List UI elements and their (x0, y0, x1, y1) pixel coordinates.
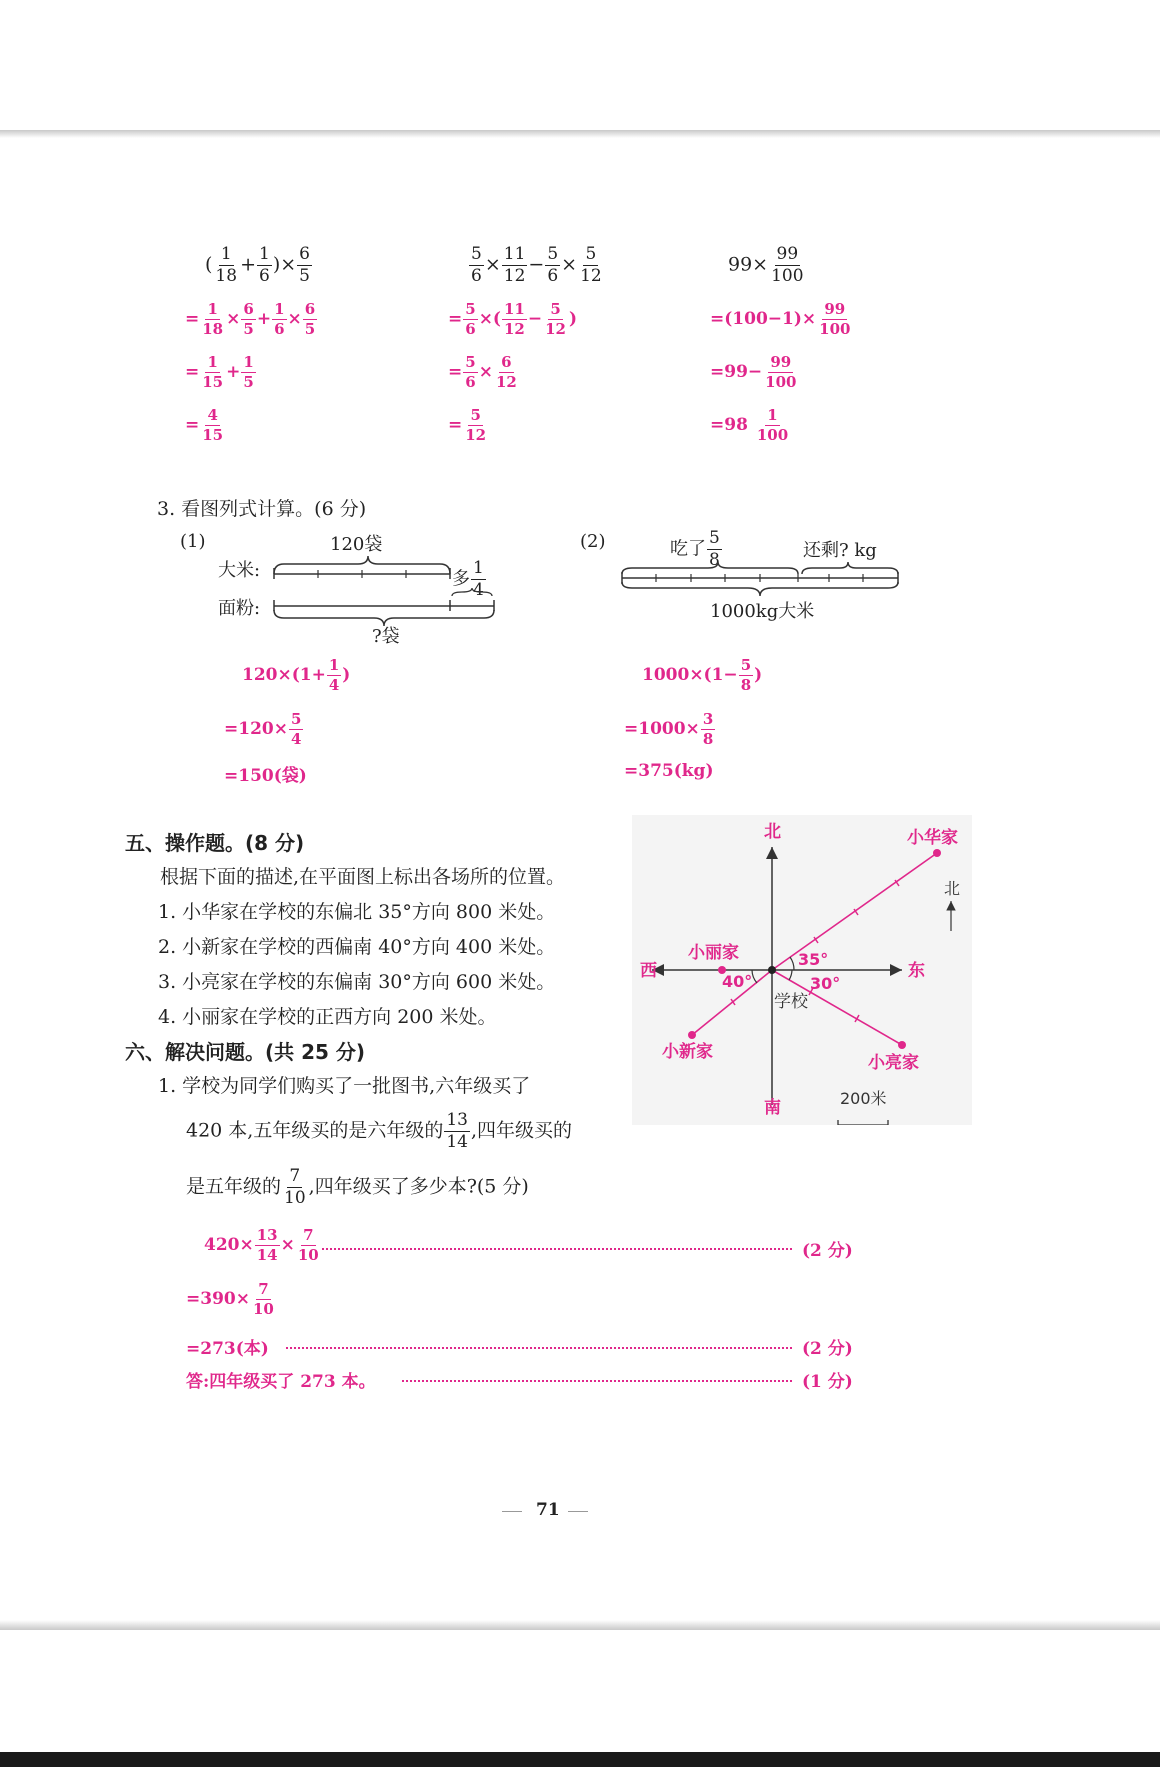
diagram1-more-label: 多 $\frac{1}{4}$ (452, 558, 484, 600)
scale-label: 200米 (840, 1089, 887, 1108)
q3-part2-answer3: =375(kg) (624, 761, 714, 781)
page-number-dash-left (502, 1511, 522, 1512)
calc1-step1: = $\frac{1}{18}$ × $\frac{6}{5}$ + $\frac{1}{6}$ × $\frac{6}{5}$ (185, 300, 316, 338)
calc2-expression: $\frac{5}{6}$ × $\frac{11}{12}$ − $\frac{5}{6}$ × $\frac{5}{12}$ (471, 244, 602, 286)
direction-map (632, 815, 972, 1125)
calc2-step2: = $\frac{5}{6}$ × $\frac{6}{12}$ (448, 353, 517, 391)
diagram1-flour-label: 面粉: (218, 598, 261, 619)
section6-answer-step2: =390× $\frac{7}{10}$ (186, 1280, 274, 1318)
section5-item-2: 2. 小新家在学校的西偏南 40°方向 400 米处。 (158, 936, 556, 958)
bottom-bar (0, 1752, 1160, 1767)
calc3-expression: 99× $\frac{99}{100}$ (728, 244, 804, 286)
flour-bottom-brace (274, 610, 494, 626)
section6-heading: 六、解决问题。(共 25 分) (125, 1040, 366, 1064)
q3-part1-answer3: =150(袋) (224, 766, 307, 786)
page-number: 71 (536, 1500, 560, 1520)
calc3-step1: =(100−1)× $\frac{99}{100}$ (710, 300, 851, 338)
section6-answer-step1: 420× $\frac{13}{14}$ × $\frac{7}{10}$ (204, 1226, 319, 1264)
xiaohua-label: 小华家 (907, 828, 958, 848)
diagram1-rice-label: 大米: (218, 560, 261, 581)
dotted-leader-1 (322, 1248, 792, 1250)
xiaoxin-label: 小新家 (662, 1042, 713, 1062)
q3-part1-label: (1) (180, 531, 206, 552)
dotted-leader-2 (286, 1347, 792, 1349)
top-margin (0, 0, 1160, 132)
section6-q1-line2: 420 本,五年级买的是六年级的 $\frac{13}{14}$ ,四年级买的 (186, 1110, 573, 1152)
section6-answer-step3: =273(本) (186, 1339, 269, 1359)
section6-q1-line1: 1. 学校为同学们购买了一批图书,六年级买了 (158, 1075, 531, 1097)
page-number-dash-right (568, 1511, 588, 1512)
north-label: 北 (764, 822, 781, 842)
page-top-edge (0, 130, 1160, 138)
diagram2-total-label: 1000kg大米 (710, 601, 815, 622)
dotted-leader-3 (402, 1380, 792, 1382)
xiaoxin-point (688, 1031, 696, 1039)
page-bottom-edge (0, 1620, 1160, 1630)
diagram2-bar (618, 560, 903, 600)
section6-q1-line3: 是五年级的 $\frac{7}{10}$ ,四年级买了多少本?(5 分) (186, 1166, 529, 1208)
angle-35-label: 35° (798, 950, 829, 969)
section5-item-3: 3. 小亮家在学校的东偏南 30°方向 600 米处。 (158, 971, 556, 993)
q3-part2-label: (2) (580, 531, 606, 552)
angle-40-label: 40° (722, 972, 753, 991)
section5-item-1: 1. 小华家在学校的东偏北 35°方向 800 米处。 (158, 901, 556, 923)
xiaoli-label: 小丽家 (688, 943, 739, 963)
bottom-margin (0, 1630, 1160, 1752)
school-label: 学校 (774, 992, 808, 1012)
q3-part1-answer2: =120× $\frac{5}{4}$ (224, 710, 302, 748)
calc3-step3: =98 $\frac{1}{100}$ (710, 406, 789, 444)
calc1-expression: ( $\frac{1}{18}$ + $\frac{1}{6}$ )× $\frac{6}{5}$ (205, 244, 310, 286)
calc3-step2: =99− $\frac{99}{100}$ (710, 353, 797, 391)
xiaohua-point (933, 849, 941, 857)
xiaoliang-point (898, 1041, 906, 1049)
section5-heading: 五、操作题。(8 分) (125, 831, 305, 855)
section5-intro: 根据下面的描述,在平面图上标出各场所的位置。 (160, 866, 566, 888)
q3-part1-answer1: 120×(1+ $\frac{1}{4}$ ) (242, 656, 351, 694)
xiaoliang-label: 小亮家 (868, 1053, 919, 1073)
score-step1: (2 分) (802, 1241, 853, 1261)
school-point (768, 966, 776, 974)
section5-item-4: 4. 小丽家在学校的正西方向 200 米处。 (158, 1006, 497, 1028)
q3-part2-answer1: 1000×(1− $\frac{5}{8}$ ) (642, 656, 763, 694)
west-label: 西 (640, 961, 657, 981)
score-step3: (2 分) (802, 1339, 853, 1359)
angle-30-label: 30° (810, 974, 841, 993)
calc1-step2: = $\frac{1}{15}$ + $\frac{1}{5}$ (185, 353, 254, 391)
q3-part2-answer2: =1000× $\frac{3}{8}$ (624, 710, 714, 748)
q3-title: 3. 看图列式计算。(6 分) (157, 498, 367, 520)
east-label: 东 (908, 961, 925, 981)
diagram1-total-label: 120袋 (330, 534, 383, 555)
diagram2-eaten-label: 吃了 $\frac{5}{8}$ (670, 528, 720, 570)
calc2-step1: = $\frac{5}{6}$ ×( $\frac{11}{12}$ − $\frac{5}{12}$ ) (448, 300, 578, 338)
diagram1-bars (270, 548, 495, 628)
diagram2-left-label: 还剩? kg (803, 540, 877, 561)
compass-north-label: 北 (944, 879, 961, 898)
diagram1-unknown-label: ?袋 (372, 626, 400, 647)
south-label: 南 (764, 1098, 781, 1118)
calc1-step3: = $\frac{4}{15}$ (185, 406, 224, 444)
calc2-step3: = $\frac{5}{12}$ (448, 406, 487, 444)
score-final: (1 分) (802, 1372, 853, 1392)
section6-final-answer: 答:四年级买了 273 本。 (186, 1372, 376, 1392)
